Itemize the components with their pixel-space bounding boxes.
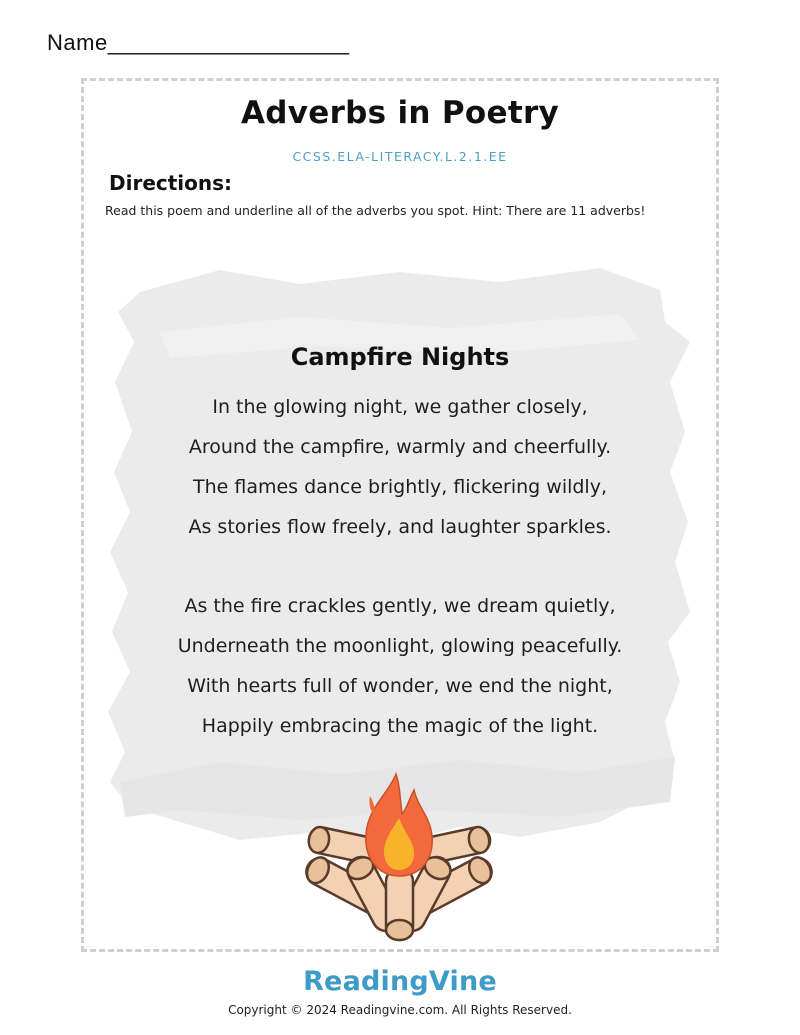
worksheet-title: Adverbs in Poetry [240,95,560,131]
poem-line: The flames dance brightly, flickering wildly, [192,476,607,498]
standard-code: CCSS.ELA-LITERACY.L.2.1.EE [292,149,508,164]
name-label: Name [47,30,108,55]
poem-line: With hearts full of wonder, we end the night, [187,675,613,697]
poem-line: As stories flow freely, and laughter sparkles. [188,516,612,538]
copyright-text: Copyright © 2024 Readingvine.com. All Rights Reserved. [228,1003,572,1017]
poem-line: Happily embracing the magic of the light. [201,715,599,737]
poem-line: As the fire crackles gently, we dream quietly, [184,595,616,617]
name-field[interactable] [47,30,350,56]
directions-heading: Directions: [109,171,233,195]
poem-line: In the glowing night, we gather closely, [212,396,588,418]
name-blank-line[interactable]: ___________________ [107,30,350,55]
directions-text: Read this poem and underline all of the adverbs you spot. Hint: There are 11 adverbs! [105,203,646,218]
poem-stanza-1 [0,387,800,547]
poem-line: Underneath the moonlight, glowing peacefully. [177,635,623,657]
poem-line: Around the campfire, warmly and cheerfully. [188,436,612,458]
campfire-icon [296,768,502,946]
poem-title: Campfire Nights [290,343,510,371]
readingvine-logo[interactable]: ReadingVine [303,966,497,997]
poem-stanza-2 [0,586,800,746]
